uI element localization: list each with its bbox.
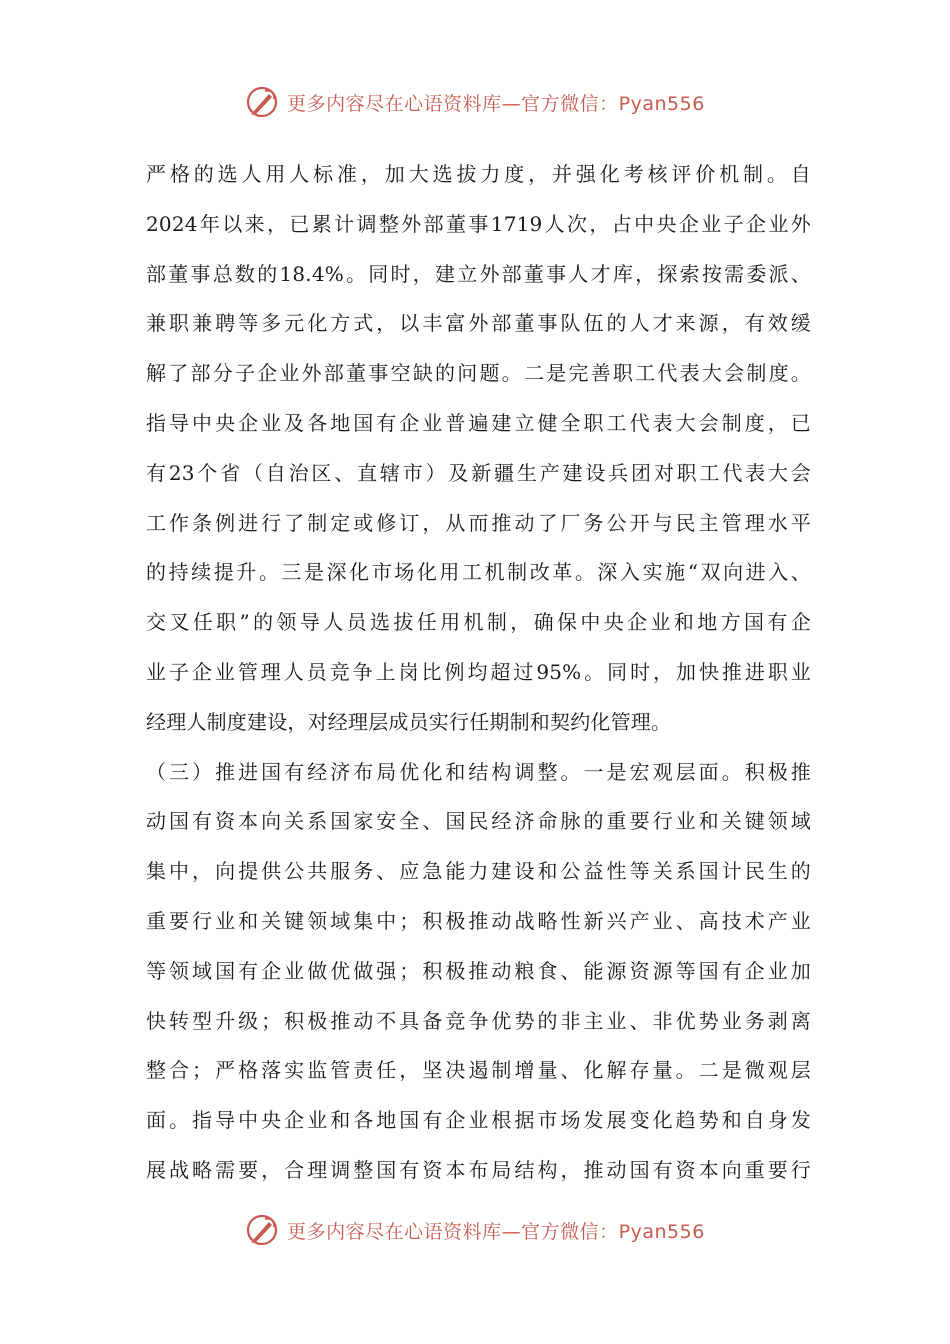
text-line: 展战略需要，合理调整国有资本布局结构，推动国有资本向重要行: [146, 1157, 811, 1182]
watermark-text: 更多内容尽在心语资料库—官方微信：Pyan556: [287, 92, 705, 115]
text-line: 整合；严格落实监管责任，坚决遏制增量、化解存量。二是微观层: [146, 1058, 811, 1083]
text-line: 工作条例进行了制定或修订，从而推动了厂务公开与民主管理水平: [146, 510, 811, 535]
text-line: 有23个省（自治区、直辖市）及新疆生产建设兵团对职工代表大会: [146, 460, 811, 485]
watermark-footer: [0, 1210, 950, 1250]
text-line: 严格的选人用人标准，加大选拔力度，并强化考核评价机制。自: [146, 162, 811, 186]
text-line: 部董事总数的18.4%。同时，建立外部董事人才库，探索按需委派、: [146, 261, 811, 286]
text-line: 快转型升级；积极推动不具备竞争优势的非主业、非优势业务剥离: [146, 1008, 811, 1033]
watermark-header: [0, 82, 950, 122]
text-line: 经理人制度建设，对经理层成员实行任期制和契约化管理。: [146, 709, 672, 734]
text-line: 交叉任职”的领导人员选拔任用机制，确保中央企业和地方国有企: [146, 610, 811, 635]
text-line: 等领域国有企业做优做强；积极推动粮食、能源资源等国有企业加: [146, 958, 811, 983]
pen-logo-icon: [245, 1213, 279, 1247]
text-line: 的持续提升。三是深化市场化用工机制改革。深入实施“双向进入、: [146, 560, 811, 585]
text-line: 2024年以来，已累计调整外部董事1719人次，占中央企业子企业外: [146, 211, 811, 236]
document-body: [146, 150, 811, 1196]
text-line: 集中，向提供公共服务、应急能力建设和公益性等关系国计民生的: [146, 859, 811, 884]
text-line: 解了部分子企业外部董事空缺的问题。二是完善职工代表大会制度。: [146, 361, 811, 386]
section-heading-line: （三）推进国有经济布局优化和结构调整。一是宏观层面。积极推: [146, 759, 811, 784]
watermark-text: 更多内容尽在心语资料库—官方微信：Pyan556: [287, 1220, 705, 1243]
text-line: 兼职兼聘等多元化方式，以丰富外部董事队伍的人才来源，有效缓: [146, 311, 811, 336]
text-line: 动国有资本向关系国家安全、国民经济命脉的重要行业和关键领域: [146, 809, 811, 834]
text-line: 面。指导中央企业和各地国有企业根据市场发展变化趋势和自身发: [146, 1108, 811, 1133]
text-line: 指导中央企业及各地国有企业普遍建立健全职工代表大会制度，已: [146, 410, 811, 435]
text-line: 重要行业和关键领域集中；积极推动战略性新兴产业、高技术产业: [146, 908, 811, 933]
pen-logo-icon: [245, 85, 279, 119]
text-line: 业子企业管理人员竞争上岗比例均超过95%。同时，加快推进职业: [146, 659, 811, 684]
